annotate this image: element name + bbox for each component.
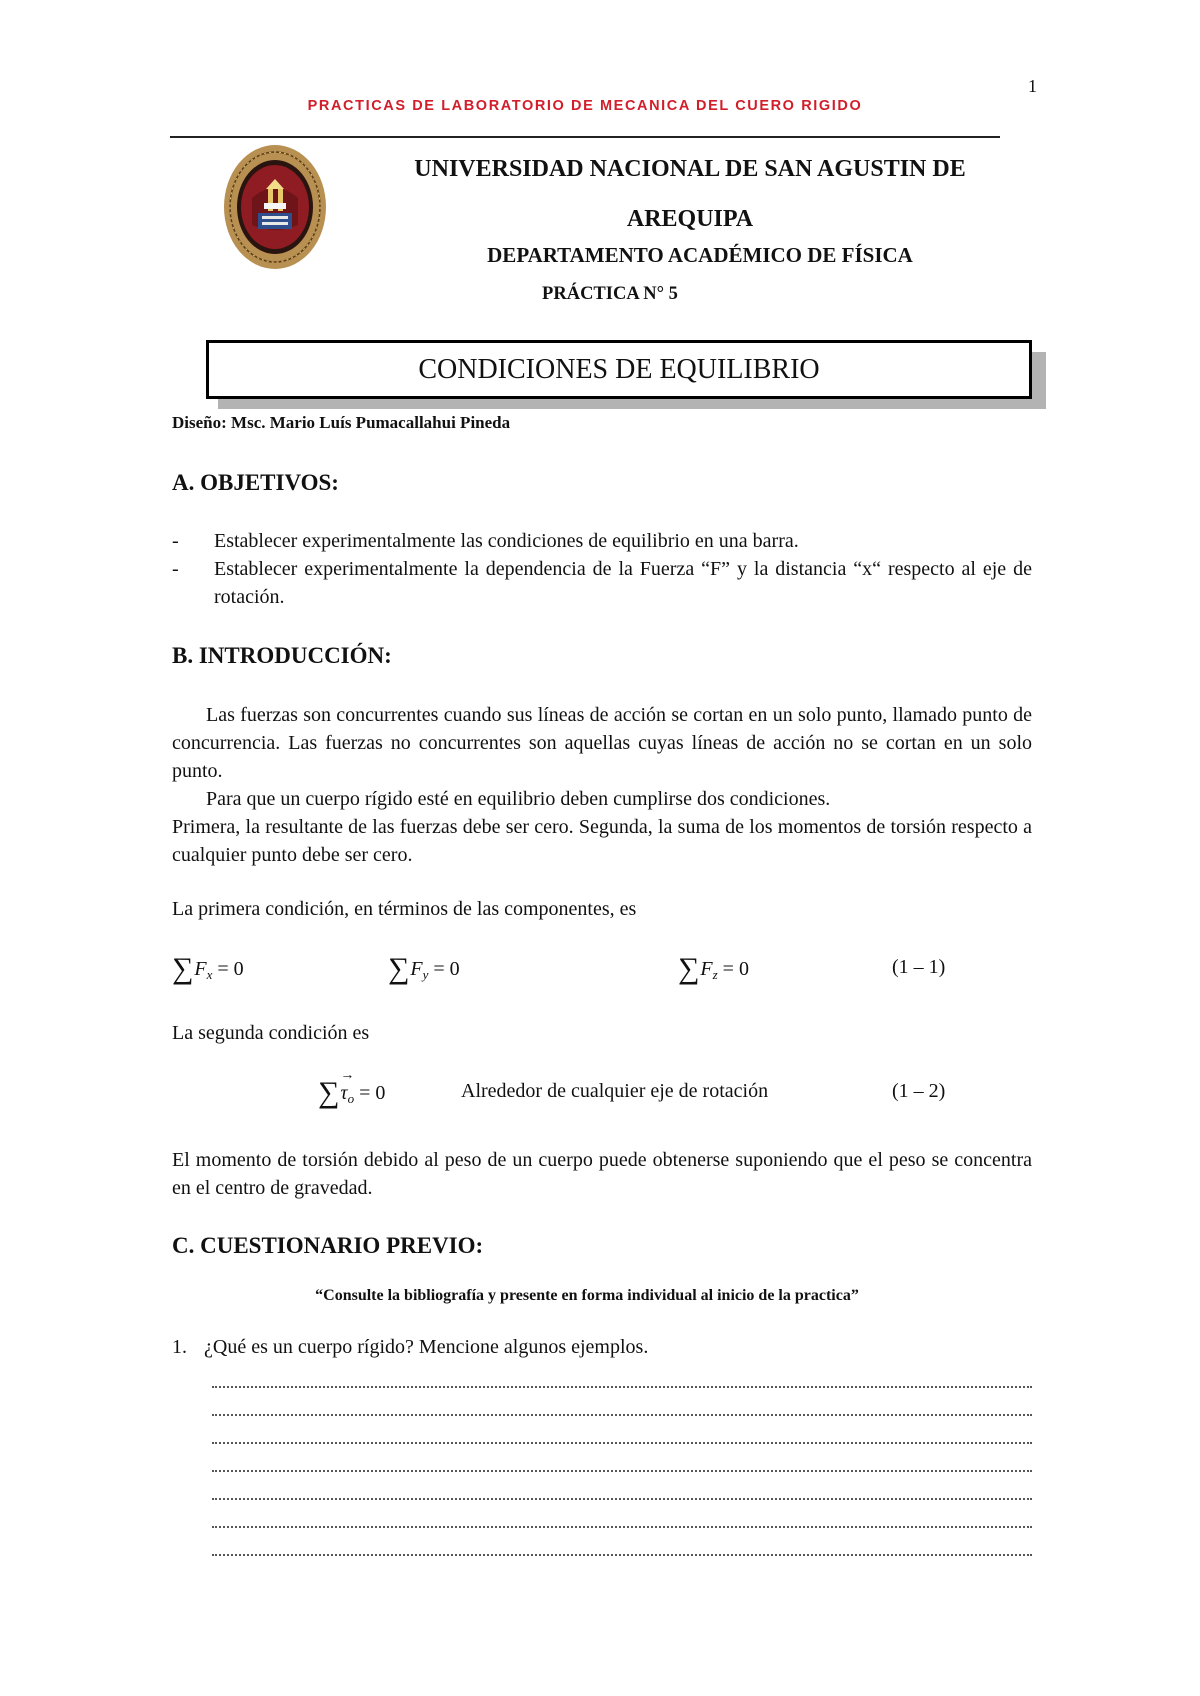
answer-line: [212, 1498, 1032, 1500]
answer-line: [212, 1414, 1032, 1416]
author-line: Diseño: Msc. Mario Luís Pumacallahui Pineda: [172, 413, 511, 432]
question-text: ¿Qué es un cuerpo rígido? Mencione algunos ejemplos.: [204, 1336, 649, 1358]
question-number: 1.: [172, 1336, 187, 1358]
running-header: PRACTICAS DE LABORATORIO DE MECANICA DEL CUERO RIGIDO: [307, 98, 863, 114]
practice-number: PRÁCTICA N° 5: [542, 284, 678, 304]
answer-line: [212, 1386, 1032, 1388]
department-name: DEPARTAMENTO ACADÉMICO DE FÍSICA: [487, 243, 913, 267]
bibliography-note: “Consulte la bibliografía y presente en forma individual al inicio de la practica”: [315, 1287, 859, 1304]
section-c-heading: C. CUESTIONARIO PREVIO:: [172, 1233, 484, 1258]
university-seal-logo: [222, 143, 328, 271]
torque-axis-description: Alrededor de cualquier eje de rotación: [461, 1080, 769, 1102]
intro-paragraph-2: Para que un cuerpo rígido esté en equilibrio deben cumplirse dos condiciones. Primera, la resultante de las fuerzas debe ser cero. Segunda, la suma de los momentos de torsión respecto a cualquier punto debe ser cero.: [172, 788, 1032, 866]
equation-number-1-1: (1 – 1): [892, 956, 946, 978]
answer-line: [212, 1526, 1032, 1528]
university-name: [340, 144, 1040, 244]
objectives-list: [172, 527, 1032, 611]
equation-number-1-2: (1 – 2): [892, 1080, 946, 1102]
section-b-heading: B. INTRODUCCIÓN:: [172, 643, 392, 668]
objective-item: - Establecer experimentalmente las condiciones de equilibrio en una barra.: [172, 530, 799, 552]
equation-sum-fy: $\sum F_y = 0$: [388, 952, 460, 985]
intro-paragraph-3: El momento de torsión debido al peso de un cuerpo puede obtenerse suponiendo que el peso se concentra en el centro de gravedad.: [172, 1149, 1032, 1199]
answer-line: [212, 1470, 1032, 1472]
university-name-line1: UNIVERSIDAD NACIONAL DE SAN AGUSTIN DE: [414, 156, 966, 182]
equation-sum-torque: ∑ → $\tau_o = 0$: [318, 1068, 386, 1109]
title-box: [206, 340, 1032, 399]
document-title: CONDICIONES DE EQUILIBRIO: [418, 353, 820, 385]
section-a-heading: A. OBJETIVOS:: [172, 470, 339, 495]
second-condition-text: La segunda condición es: [172, 1022, 370, 1044]
answer-line: [212, 1442, 1032, 1444]
first-condition-text: La primera condición, en términos de las componentes, es: [172, 898, 637, 920]
equation-sum-fx: $\sum F_x = 0$: [172, 952, 244, 985]
equation-sum-fz: $\sum F_z = 0$: [678, 952, 749, 985]
objective-item: - Establecer experimentalmente la dependencia de la Fuerza “F” y la distancia “x“ respecto al eje de rotación.: [172, 558, 1032, 608]
answer-line: [212, 1554, 1032, 1556]
page-number: 1: [1028, 76, 1037, 96]
university-name-line2: AREQUIPA: [626, 206, 754, 232]
intro-paragraph-1: Las fuerzas son concurrentes cuando sus líneas de acción se cortan en un solo punto, llamado punto de concurrencia. Las fuerzas no concurrentes son aquellas cuyas líneas de acción no se cortan en un solo punto.: [172, 704, 1032, 782]
header-rule: [170, 136, 1000, 138]
